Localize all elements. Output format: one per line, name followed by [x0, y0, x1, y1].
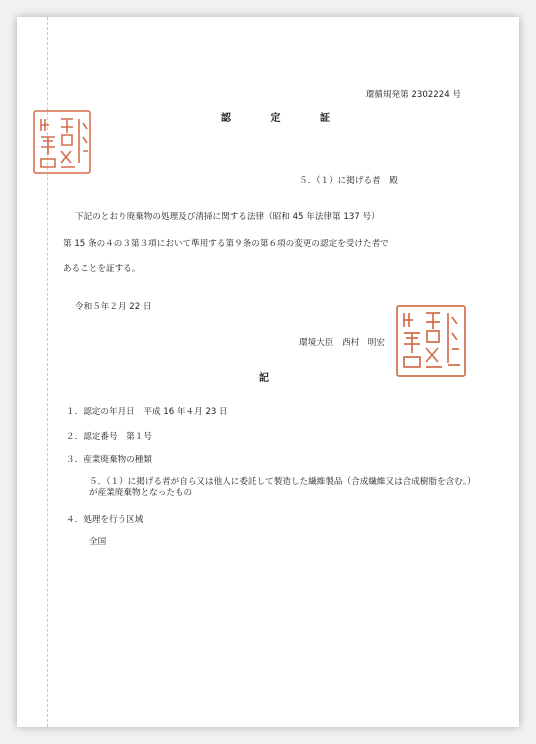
addressee: ５．（１）に掲げる者 殿: [299, 176, 398, 186]
document-number: 環循規発第 2302224 号: [365, 90, 461, 100]
item-waste-type-detail: ５．（１）に掲げる者が自ら又は他人に委託して製造した繊維製品（合成繊維又は合成樹脂を含む。）が産業廃棄物となったもの: [89, 477, 476, 498]
item-processing-area-value: 全国: [89, 537, 107, 547]
body-line-3: あることを証する。: [63, 264, 141, 274]
certificate-page: [17, 17, 519, 727]
ki-heading: 記: [259, 373, 269, 384]
item-certification-date: １．認定の年月日 平成 16 年４月 23 日: [66, 407, 228, 417]
item-certification-number: ２．認定番号 第１号: [66, 432, 152, 442]
body-line-2: 第 15 条の４の３第３項において準用する第９条の第６項の変更の認定を受けた者で: [63, 239, 389, 249]
body-line-1: 下記のとおり廃棄物の処理及び清掃に関する法律（昭和 45 年法律第 137 号）: [75, 212, 380, 222]
document-title: 認 定 証: [221, 113, 348, 124]
issuer-name: 環境大臣 西村 明宏: [299, 338, 385, 348]
issue-date: 令和５年２月 22 日: [75, 302, 152, 312]
item-waste-type: ３．産業廃棄物の種類: [66, 455, 152, 465]
minister-seal-stamp: [394, 303, 468, 379]
half-seal-stamp: [31, 107, 93, 177]
item-processing-area: ４．処理を行う区域: [66, 515, 144, 525]
